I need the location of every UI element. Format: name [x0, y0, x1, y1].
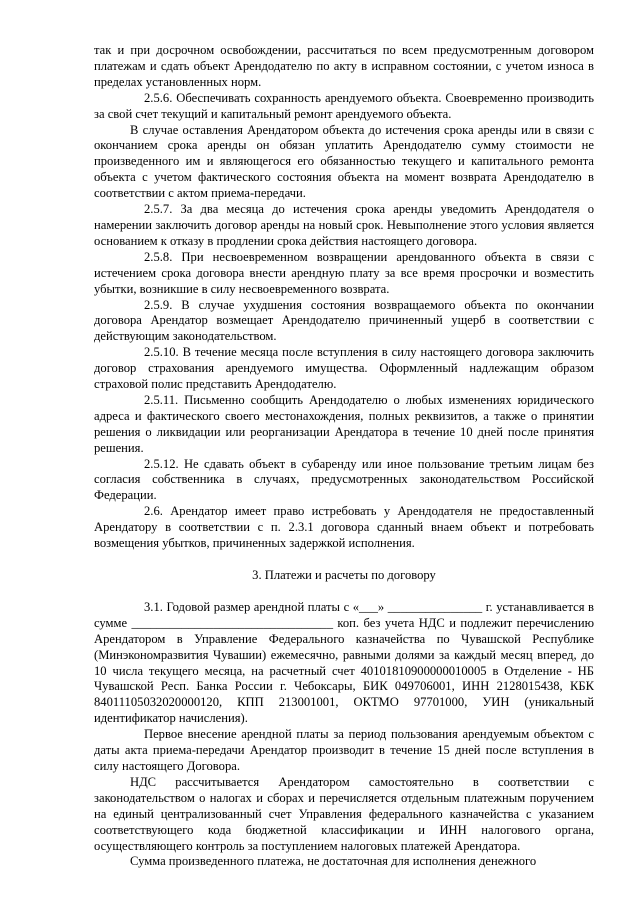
- spacer: [94, 552, 594, 568]
- paragraph-2-5-12: 2.5.12. Не сдавать объект в субаренду или иное пользование третьим лицам без согласия собственника в случаях, предусмотренных законодательством Российской Федерации.: [94, 456, 594, 503]
- paragraph-vat: НДС рассчитывается Арендатором самостоятельно в соответствии с законодательством о налогах и сборах и перечисляется отдельным платежным поручением на единый централизованный счет Управления федерального казначейства с указанием соответствующего кода бюджетной классификации и ИНН налогового органа, осуществляющего контроль за поступлением налоговых платежей Арендатора.: [94, 774, 594, 853]
- paragraph-2-5-11: 2.5.11. Письменно сообщить Арендодателю о любых изменениях юридического адреса и фактического своего местонахождения, полных реквизитов, а также о принятии решения о ликвидации или реорганизации Арендатора в течение 10 дней после принятия решения.: [94, 392, 594, 455]
- section-heading: 3. Платежи и расчеты по договору: [252, 568, 436, 582]
- paragraph-2-5-7: 2.5.7. За два месяца до истечения срока аренды уведомить Арендодателя о намерении заключить договор аренды на новый срок. Невыполнение этого условия является основанием к отказу в продлении срока действия настоящего договора.: [94, 202, 594, 248]
- paragraph-payment-sum: Сумма произведенного платежа, не достаточная для исполнения денежного: [130, 854, 537, 869]
- paragraph-continuation: так и при досрочном освобождении, рассчитаться по всем предусмотренным договором платежам и сдать объект Арендодателю по акту в исправном состоянии, с учетом износа в пределах установленных норм.: [94, 43, 594, 89]
- paragraph-2-5-8: 2.5.8. При несвоевременном возвращении арендованного объекта в связи с истечением срока договора внести арендную плату за все время просрочки и возместить убытки, возникшие в силу несвоевременного возврата.: [94, 249, 594, 296]
- paragraph-2-6: 2.6. Арендатор имеет право истребовать у Арендодателя не предоставленный Арендатору в соответствии с п. 2.3.1 договора сданный внаем объект и потребовать возмещения убытков, причиненных задержкой исполнения.: [94, 504, 594, 551]
- paragraph-2-5-10: 2.5.10. В течение месяца после вступления в силу настоящего договора заключить договор страхования арендуемого имущества. Оформленный надлежащим образом страховой полис представить Арендодателю.: [94, 345, 594, 392]
- paragraph-3-1: 3.1. Годовой размер арендной платы с «___» _______________ г. устанавливается в сумме ________________________________ коп. без учета НДС и подлежит перечислению Арендатором в Управление Федерального казначейства по Чувашской Республике (Минэкономразвития Чувашии) ежемесячно, равными долями за каждый месяц вперед, до 10 числа текущего месяца, на расчетный счет 40101810900000010005 в Отделение - НБ Чувашской Респ. Банка России г. Чебоксары, БИК 049706001, ИНН 2128015438, КБК 84011105032020000120, КПП 213001001, ОКТМО 97701000, УИН (уникальный идентификатор начисления).: [94, 599, 594, 726]
- spacer: [94, 584, 594, 600]
- paragraph-2-5-9: 2.5.9. В случае ухудшения состояния возвращаемого объекта по окончании договора Арендатор возмещает Арендодателю причиненный ущерб в соответствии с действующим законодательством.: [94, 297, 594, 344]
- paragraph-2-5-6: 2.5.6. Обеспечивать сохранность арендуемого объекта. Своевременно производить за свой счет текущий и капитальный ремонт арендуемого объекта.: [94, 90, 594, 121]
- paragraph-return-repair: В случае оставления Арендатором объекта до истечения срока аренды или в связи с окончанием срока аренды он обязан уплатить Арендодателю сумму стоимости не произведенного им и являющегося его обязанностью текущего и капитального ремонта объекта с учетом фактического состояния объекта на момент возврата Арендодателю в соответствии с актом приема-передачи.: [94, 122, 594, 201]
- paragraph-first-payment: Первое внесение арендной платы за период пользования арендуемым объектом с даты акта приема-передачи Арендатор производит в течение 15 дней после вступления в силу настоящего Договора.: [94, 727, 594, 773]
